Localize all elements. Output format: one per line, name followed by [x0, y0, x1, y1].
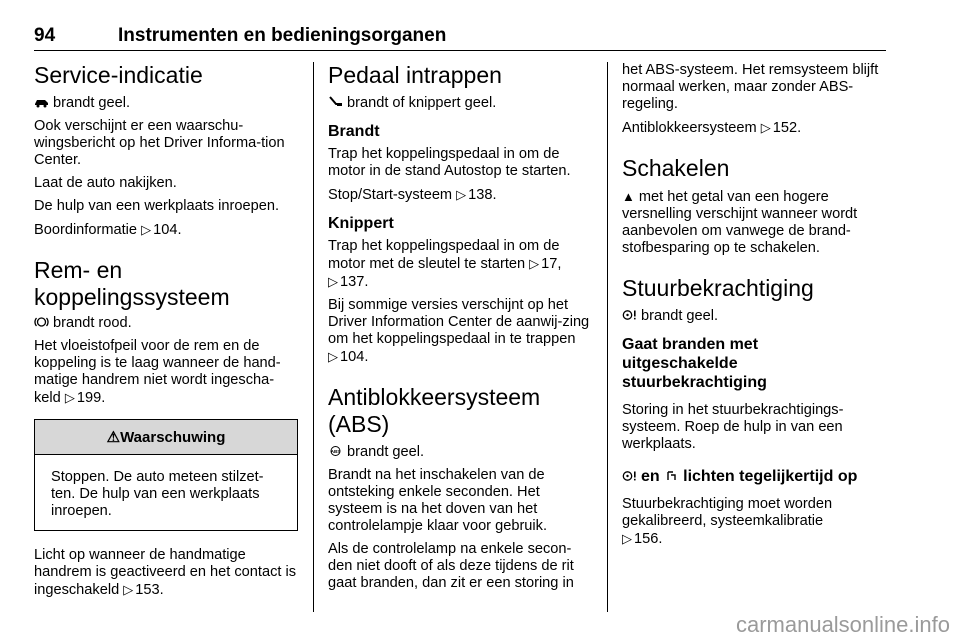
abs-p1: Brandt na het inschakelen van de ontsteking enkele seconden. Het systeem is na het doven van het controlelampje klaar voor gebruik. [328, 467, 548, 534]
brake-p1-page[interactable]: 199. [76, 390, 106, 406]
service-p2: Laat de auto nakijken. [34, 175, 177, 191]
arrow-ref-icon: ▷ [529, 256, 540, 271]
service-ref-page[interactable]: 104. [153, 222, 182, 238]
arrow-ref-icon: ▷ [328, 274, 338, 289]
arrow-ref-icon: ▷ [64, 390, 75, 405]
warning-header [35, 420, 297, 455]
flash-ref-a[interactable]: 17, [541, 256, 562, 272]
arrow-ref-icon: ▷ [141, 222, 152, 237]
arrow-ref-icon: ▷ [456, 187, 467, 202]
page-header [34, 22, 886, 51]
flash-p2 [328, 297, 592, 366]
handbrake-p [34, 547, 298, 599]
steering-fault-icon [622, 309, 637, 321]
shift-heading: Schakelen [622, 155, 730, 181]
flash-p [328, 238, 592, 291]
service-ref [34, 221, 298, 239]
steer-sub-line3: stuurbekrachtiging [622, 374, 767, 391]
brake-heading-line1: Rem- en [34, 257, 123, 283]
burns-p: Trap het koppelingspedaal in om de motor in de stand Autostop te starten. [328, 146, 571, 179]
brake-p1 [34, 338, 298, 407]
steer-p2 [622, 496, 886, 548]
burns-ref-page[interactable]: 138. [468, 187, 497, 203]
column-1 [34, 62, 298, 605]
steering-fault-icon [622, 470, 637, 482]
shift-up-icon: ▲ [622, 189, 635, 204]
burns-ref [328, 186, 592, 204]
steer-sub2-end: lichten tegelijkertijd op [683, 468, 858, 485]
brake-line-text: brandt rood. [53, 315, 132, 331]
abs-icon [328, 445, 343, 457]
clutch-heading: Pedaal intrappen [328, 62, 502, 88]
arrow-ref-icon: ▷ [328, 349, 338, 364]
steer-line-text: brandt geel. [641, 308, 719, 324]
abs-line-text: brandt geel. [347, 444, 425, 460]
steer-sub-line1: Gaat branden met [622, 336, 759, 353]
steer-sub-line2: uitgeschakelde [622, 355, 738, 372]
service-p1: Ook verschijnt er een waarschu-wingsbericht op het Driver Informa-tion Center. [34, 118, 285, 168]
abs-ref [622, 119, 886, 137]
service-ref-label: Boordinformatie [34, 222, 138, 238]
warning-text: Stoppen. De auto meteen stilzet-ten. De hulp van een werkplaats inroepen. [51, 469, 264, 519]
abs-ref-page[interactable]: 152. [772, 120, 802, 136]
steer-subheading-2 [622, 467, 886, 486]
steer-subheading [622, 335, 886, 392]
column-divider [313, 62, 314, 612]
brake-p1-text: Het vloeistofpeil voor de rem en de koppeling is te laag wanneer de hand-matige handrem niet wordt ingescha-keld [34, 338, 281, 406]
abs-ref-label: Antiblokkeersysteem [622, 120, 757, 136]
handbrake-text: Licht op wanneer de handmatige handrem is geactiveerd en het contact is ingeschakeld [34, 547, 297, 598]
brake-heading [34, 257, 298, 311]
arrow-ref-icon: ▷ [622, 531, 632, 546]
abs-line [328, 444, 592, 461]
column-3 [622, 62, 886, 554]
column-divider [607, 62, 608, 612]
service-line [34, 95, 298, 112]
flash-p2-text: Bij sommige versies verschijnt op het Driver Information Center de aanwij-zing om het koppelingspedaal in te trappen [328, 297, 590, 347]
steer-heading: Stuurbekrachtiging [622, 275, 814, 301]
steer-p1: Storing in het stuurbekrachtigings-systeem. Roep de hulp in van een werkplaats. [622, 402, 844, 452]
clutch-line-text: brandt of knippert geel. [347, 95, 497, 111]
warning-box [34, 419, 298, 531]
service-heading: Service-indicatie [34, 62, 203, 88]
arrow-ref-icon: ▷ [123, 582, 134, 597]
abs-heading: Antiblokkeersysteem (ABS) [328, 384, 541, 437]
steer-line [622, 308, 886, 325]
steer-p2-text: Stuurbekrachtiging moet worden gekalibreerd, systeemkalibratie [622, 496, 833, 529]
steer-sub2-mid: en [641, 468, 660, 485]
column-2 [328, 62, 592, 598]
service-line-text: brandt geel. [53, 95, 131, 111]
burns-heading: Brandt [328, 123, 380, 140]
burns-ref-label: Stop/Start-systeem [328, 187, 453, 203]
brake-warning-icon [34, 316, 49, 328]
steering-wheel-icon [664, 470, 679, 482]
clutch-pedal-icon [328, 96, 343, 108]
flash-heading: Knippert [328, 215, 394, 232]
flash-p2-page[interactable]: 104. [340, 349, 369, 365]
arrow-ref-icon: ▷ [760, 120, 771, 135]
warning-title: Waarschuwing [120, 429, 226, 446]
page-title: Instrumenten en bedieningsorganen [118, 25, 447, 46]
shift-p-text: met het getal van een hogere versnelling verschijnt wanneer wordt aanbevolen om vanwege de brand-stofbesparing op te schakelen. [622, 189, 858, 256]
page-number: 94 [34, 25, 56, 46]
service-p3: De hulp van een werkplaats inroepen. [34, 198, 280, 214]
flash-ref-b[interactable]: 137. [340, 274, 369, 290]
watermark: carmanualsonline.info [735, 612, 950, 637]
shift-p [622, 188, 886, 257]
brake-heading-line2: koppelingssysteem [34, 284, 230, 310]
clutch-line [328, 95, 592, 112]
svg-text:ABS: ABS [330, 449, 341, 454]
car-service-icon [34, 96, 49, 108]
abs-p2: Als de controlelamp na enkele secon-den niet dooft of als deze tijdens de rit gaat branden, dan zit er een storing in [328, 541, 574, 591]
abs-cont: het ABS-systeem. Het remsysteem blijft normaal werken, maar zonder ABS-regeling. [622, 62, 879, 112]
warning-triangle-icon: ⚠ [106, 429, 121, 446]
flash-p-text: Trap het koppelingspedaal in om de motor met de sleutel te starten [328, 238, 560, 272]
handbrake-page[interactable]: 153. [135, 582, 164, 598]
brake-line [34, 315, 298, 332]
steer-p2-page[interactable]: 156. [634, 531, 663, 547]
